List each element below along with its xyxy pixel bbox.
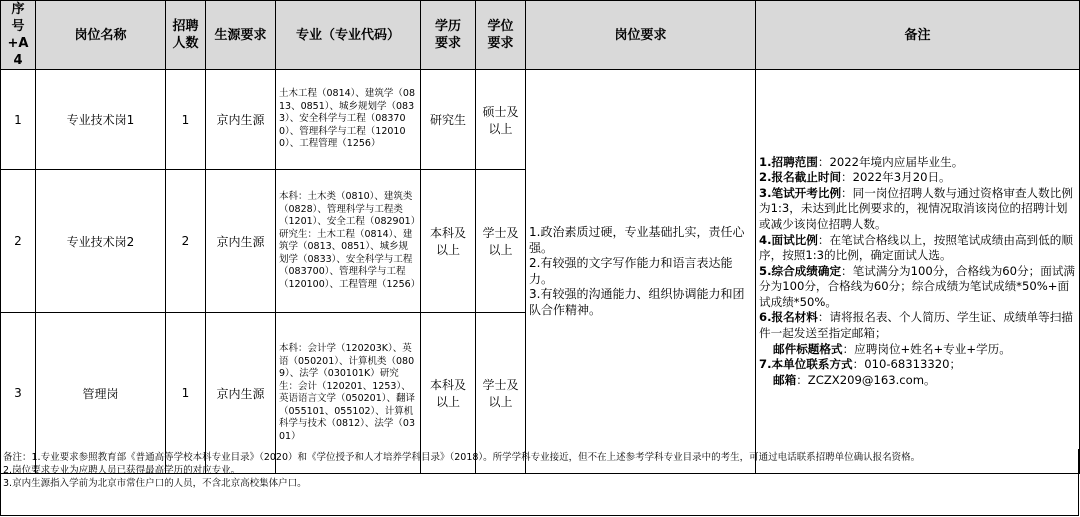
row-degree: 硕士及以上: [476, 70, 526, 170]
header-position: 岗位名称: [36, 1, 166, 70]
remark-6b: 邮件标题格式：应聘岗位+姓名+专业+学历。: [773, 341, 1011, 356]
row-major: 本科：会计学（120203K）、英语（050201）、计算机类（0809）、法学（030101K）研究生：会计（120201、1253）、英语语言文学（050201）、翻译（055101、055102）、计算机科学与技术（0812）、法学（0301）: [276, 313, 421, 474]
footnote-item: 2.岗位要求专业为应聘人员已获得最高学历的对应专业。: [3, 465, 241, 476]
row-position: 专业技术岗1: [36, 70, 166, 170]
row-major: 土木工程（0814）、建筑学（0813、0851）、城乡规划学（0833）、安全科学与工程（083700）、管理科学与工程（120100）、工程管理（1256）: [276, 70, 421, 170]
row-count: 1: [166, 313, 206, 474]
header-source: 生源要求: [206, 1, 276, 70]
row-major: 本科：土木类（0810）、建筑类（0828）、管理科学与工程类（1201）、安全工程（082901）研究生：土木工程（0814）、建筑学（0813、0851）、城乡规划学（0833）、安全科学与工程（083700）、管理科学与工程（120100）、工程管理（1256）: [276, 170, 421, 313]
row-count: 2: [166, 170, 206, 313]
footnotes: [0, 449, 1079, 516]
footnote-item: 备注：1.专业要求参照教育部《普通高等学校本科专业目录》（2020）和《学位授予和人才培养学科目录》（2018）。所学学科专业接近，但不在上述参考学科专业目录中的考生，可通过电话联系招聘单位确认报名资格。: [3, 452, 921, 463]
header-count: 招聘人数: [166, 1, 206, 70]
remark-3: 3.笔试开考比例：同一岗位招聘人数与通过资格审查人数比例为1:3，未达到此比例要求的，视情况取消该岗位的招聘计划或减少该岗位招聘人数。: [759, 185, 1073, 231]
header-remarks: 备注: [756, 1, 1080, 70]
requirement-item: 2.有较强的文字写作能力和语言表达能力。: [529, 256, 733, 286]
header-seq: 序号+A4: [1, 1, 36, 70]
row-position: 管理岗: [36, 313, 166, 474]
requirement-item: 3.有较强的沟通能力、组织协调能力和团队合作精神。: [529, 287, 745, 317]
header-row: [1, 1, 1080, 70]
row-seq: 3: [1, 313, 36, 474]
header-major: 专业（专业代码）: [276, 1, 421, 70]
requirements-cell: [526, 70, 756, 474]
remark-1: 1.招聘范围：2022年境内应届毕业生。: [759, 154, 964, 169]
header-degree: 学位要求: [476, 1, 526, 70]
requirement-item: 1.政治素质过硬，专业基础扎实，责任心强。: [529, 225, 745, 255]
footnote-item: 3.京内生源指入学前为北京市常住户口的人员，不含北京高校集体户口。: [3, 478, 307, 489]
row-source: 京内生源: [206, 70, 276, 170]
row-education: 研究生: [421, 70, 476, 170]
header-requirements: 岗位要求: [526, 1, 756, 70]
remark-6: 6.报名材料：请将报名表、个人简历、学生证、成绩单等扫描件一起发送至指定邮箱；: [759, 310, 1073, 341]
remark-7b: 邮箱：ZCZX209@163.com。: [773, 372, 936, 387]
remark-4: 4.面试比例：在笔试合格线以上，按照笔试成绩由高到低的顺序，按照1:3的比例，确定面试人选。: [759, 232, 1073, 263]
row-education: 本科及以上: [421, 313, 476, 474]
remarks-cell: [756, 70, 1080, 474]
row-seq: 1: [1, 70, 36, 170]
header-education: 学历要求: [421, 1, 476, 70]
row-source: 京内生源: [206, 170, 276, 313]
row-degree: 学士及以上: [476, 313, 526, 474]
row-position: 专业技术岗2: [36, 170, 166, 313]
remark-5: 5.综合成绩确定：笔试满分为100分，合格线为60分；面试满分为100分，合格线为60分；综合成绩为笔试成绩*50%+面试成绩*50%。: [759, 263, 1076, 309]
table-row: [1, 70, 1080, 170]
remark-2: 2.报名截止时间：2022年3月20日。: [759, 170, 951, 185]
row-source: 京内生源: [206, 313, 276, 474]
row-seq: 2: [1, 170, 36, 313]
row-education: 本科及以上: [421, 170, 476, 313]
row-count: 1: [166, 70, 206, 170]
row-degree: 学士及以上: [476, 170, 526, 313]
remark-7: 7.本单位联系方式：010-68313320；: [759, 357, 962, 372]
